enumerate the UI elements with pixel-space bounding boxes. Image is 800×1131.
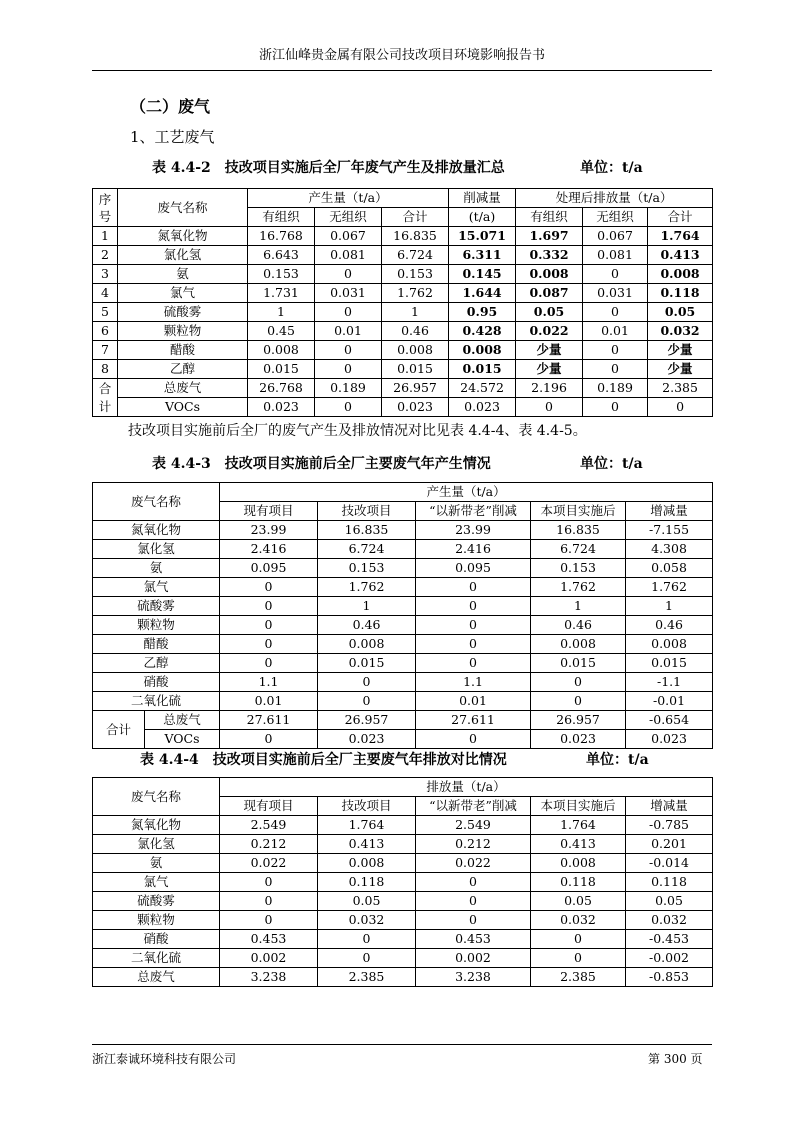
table-cell: 0.189 xyxy=(583,379,648,398)
t3-column-header: 本项目实施后 xyxy=(531,797,626,816)
table-cell: 0.031 xyxy=(315,284,382,303)
table-cell: 氯化氢 xyxy=(118,246,248,265)
table-cell: 1 xyxy=(93,227,118,246)
table-cell: 0.212 xyxy=(220,835,318,854)
table-cell: 0.05 xyxy=(648,303,713,322)
table-cell: 1.1 xyxy=(220,673,318,692)
table-cell: 颗粒物 xyxy=(93,616,220,635)
table-cell: 1.1 xyxy=(416,673,531,692)
table-cell: 颗粒物 xyxy=(118,322,248,341)
table-cell: 氨 xyxy=(93,559,220,578)
table-cell: 0 xyxy=(583,303,648,322)
table-cell: 3.238 xyxy=(220,968,318,987)
table-cell: 0.008 xyxy=(382,341,449,360)
table2-sum-label: 合计 xyxy=(93,711,145,749)
table-cell: 0.05 xyxy=(626,892,713,911)
table-cell: 0.153 xyxy=(318,559,416,578)
table-cell: 氯气 xyxy=(93,578,220,597)
table-cell: VOCs xyxy=(118,398,248,417)
table-cell: 0 xyxy=(516,398,583,417)
t3-column-header: “以新带老”削减 xyxy=(416,797,531,816)
table-cell: 0.413 xyxy=(318,835,416,854)
table-cell: 16.835 xyxy=(382,227,449,246)
table-cell: 0.022 xyxy=(516,322,583,341)
table-cell: 2.196 xyxy=(516,379,583,398)
table-cell: 0 xyxy=(583,341,648,360)
table3-header-name: 废气名称 xyxy=(93,778,220,816)
table-cell: 23.99 xyxy=(220,521,318,540)
table-cell: 0.01 xyxy=(315,322,382,341)
table-cell: -0.002 xyxy=(626,949,713,968)
table-cell: 1.764 xyxy=(648,227,713,246)
table-cell: 少量 xyxy=(648,360,713,379)
table-cell: 15.071 xyxy=(449,227,516,246)
table-row xyxy=(93,854,713,873)
table-cell: 0 xyxy=(220,616,318,635)
table1-header-no: 序号 xyxy=(93,189,118,227)
table2-caption-text: 表 4.4-3 技改项目实施前后全厂主要废气年产生情况 xyxy=(152,456,491,472)
table-cell: 0 xyxy=(531,692,626,711)
table-cell: 2.416 xyxy=(416,540,531,559)
table-cell: 0 xyxy=(416,654,531,673)
table-cell: 乙醇 xyxy=(118,360,248,379)
table-row xyxy=(93,692,713,711)
table-cell: 氯气 xyxy=(93,873,220,892)
table-cell: 0.081 xyxy=(583,246,648,265)
table-row xyxy=(93,540,713,559)
table-cell: 0 xyxy=(583,265,648,284)
table-cell: 0 xyxy=(315,265,382,284)
table-cell: 醋酸 xyxy=(93,635,220,654)
header-rule xyxy=(92,70,712,71)
table-cell: -0.785 xyxy=(626,816,713,835)
table-cell: 1 xyxy=(626,597,713,616)
table-cell: 0.413 xyxy=(531,835,626,854)
table-cell: 0.032 xyxy=(648,322,713,341)
table-cell: 0.023 xyxy=(382,398,449,417)
table-cell: 0.087 xyxy=(516,284,583,303)
table-cell: 0.189 xyxy=(315,379,382,398)
table-cell: 0 xyxy=(315,303,382,322)
table-cell: -0.453 xyxy=(626,930,713,949)
t2-column-header: 技改项目 xyxy=(318,502,416,521)
table-cell: 5 xyxy=(93,303,118,322)
table-cell: 0 xyxy=(416,616,531,635)
table-row xyxy=(93,711,713,730)
table-cell: 27.611 xyxy=(220,711,318,730)
table-cell: 少量 xyxy=(516,360,583,379)
table-cell: 0.008 xyxy=(516,265,583,284)
table-cell: 2.549 xyxy=(416,816,531,835)
table-row xyxy=(93,398,713,417)
table-cell: 6 xyxy=(93,322,118,341)
table2-header-group: 产生量（t/a） xyxy=(220,483,713,502)
table-cell: 0 xyxy=(318,673,416,692)
table-row xyxy=(93,303,713,322)
table-cell: 0 xyxy=(220,654,318,673)
table-cell: 硫酸雾 xyxy=(93,892,220,911)
table-cell: 0 xyxy=(531,930,626,949)
table-cell: 26.768 xyxy=(248,379,315,398)
table-cell: 0.008 xyxy=(626,635,713,654)
table-cell: 0.031 xyxy=(583,284,648,303)
table2-header-name: 废气名称 xyxy=(93,483,220,521)
table-cell: 0.022 xyxy=(220,854,318,873)
table-cell: 0 xyxy=(315,398,382,417)
table-row xyxy=(93,930,713,949)
table-cell: 少量 xyxy=(516,341,583,360)
table-row xyxy=(93,578,713,597)
table-cell: 氯气 xyxy=(118,284,248,303)
table-cell: 6.724 xyxy=(382,246,449,265)
table-row xyxy=(93,873,713,892)
table-row xyxy=(93,616,713,635)
table1-header-organized-emission: 有组织 xyxy=(516,208,583,227)
table-cell: 0 xyxy=(318,949,416,968)
table-cell: 0 xyxy=(416,730,531,749)
table-cell: 0.45 xyxy=(248,322,315,341)
table-cell: 0.46 xyxy=(626,616,713,635)
table-cell: 0.153 xyxy=(531,559,626,578)
table-cell: 0 xyxy=(220,911,318,930)
table-cell: 0.212 xyxy=(416,835,531,854)
table-cell: 0 xyxy=(416,597,531,616)
table-cell: 0.201 xyxy=(626,835,713,854)
table-cell: 0.05 xyxy=(318,892,416,911)
table3-header-group: 排放量（t/a） xyxy=(220,778,713,797)
table-cell: -0.654 xyxy=(626,711,713,730)
table-cell: 24.572 xyxy=(449,379,516,398)
table1-header-reduction: 削减量 xyxy=(449,189,516,208)
table-cell: 23.99 xyxy=(416,521,531,540)
table2-caption xyxy=(152,453,643,473)
table-cell: 2.385 xyxy=(648,379,713,398)
table-cell: 0.95 xyxy=(449,303,516,322)
table-cell: 0.153 xyxy=(382,265,449,284)
table-cell: 1.762 xyxy=(318,578,416,597)
table-row xyxy=(93,322,713,341)
table-cell: 1 xyxy=(531,597,626,616)
table-cell: 3.238 xyxy=(416,968,531,987)
table-cell: 1.697 xyxy=(516,227,583,246)
table-cell: 0 xyxy=(531,949,626,968)
table-cell: 26.957 xyxy=(318,711,416,730)
table-cell: 0 xyxy=(318,692,416,711)
table-cell: 6.643 xyxy=(248,246,315,265)
table-cell: 7 xyxy=(93,341,118,360)
table2-generation-comparison xyxy=(92,482,713,749)
table-cell: 二氧化硫 xyxy=(93,949,220,968)
table-cell: 26.957 xyxy=(382,379,449,398)
table-cell: 0.015 xyxy=(626,654,713,673)
table-cell: 1.762 xyxy=(531,578,626,597)
table-cell: 0.332 xyxy=(516,246,583,265)
table-cell: 0.023 xyxy=(248,398,315,417)
table-row xyxy=(93,227,713,246)
table-cell: 0 xyxy=(220,578,318,597)
table-row xyxy=(93,265,713,284)
table-cell: 0 xyxy=(318,930,416,949)
table-cell: 1.762 xyxy=(626,578,713,597)
table-cell: 0.008 xyxy=(318,635,416,654)
table-cell: 0.008 xyxy=(648,265,713,284)
table-cell: 1.764 xyxy=(318,816,416,835)
table1-header-reduction-unit: (t/a) xyxy=(449,208,516,227)
table-row xyxy=(93,654,713,673)
table-cell: 0 xyxy=(583,360,648,379)
table-row xyxy=(93,635,713,654)
table-cell: 0.023 xyxy=(626,730,713,749)
table-cell: 0.453 xyxy=(416,930,531,949)
table-cell: 0 xyxy=(416,635,531,654)
t2-column-header: “以新带老”削减 xyxy=(416,502,531,521)
table-cell: 1.762 xyxy=(382,284,449,303)
table-cell: 0.095 xyxy=(416,559,531,578)
table-cell: 0.428 xyxy=(449,322,516,341)
table3-caption-text: 表 4.4-4 技改项目实施前后全厂主要废气年排放对比情况 xyxy=(140,752,507,768)
table2-unit: 单位：t/a xyxy=(580,456,643,472)
table-cell: 0 xyxy=(220,873,318,892)
table-cell: -0.853 xyxy=(626,968,713,987)
table-cell: 4 xyxy=(93,284,118,303)
table3-emission-comparison xyxy=(92,777,713,987)
table-cell: 氯化氢 xyxy=(93,835,220,854)
table1-unit: 单位：t/a xyxy=(580,160,643,176)
table-cell: 0.453 xyxy=(220,930,318,949)
table-cell: 氮氧化物 xyxy=(118,227,248,246)
table-row xyxy=(93,673,713,692)
table-cell: 2 xyxy=(93,246,118,265)
table-cell: 氨 xyxy=(118,265,248,284)
table-row xyxy=(93,835,713,854)
table-cell: 总废气 xyxy=(118,379,248,398)
table-cell: -0.014 xyxy=(626,854,713,873)
table-cell: 1 xyxy=(248,303,315,322)
table-cell: 0.023 xyxy=(531,730,626,749)
t2-column-header: 现有项目 xyxy=(220,502,318,521)
table-cell: 1.731 xyxy=(248,284,315,303)
table-row xyxy=(93,284,713,303)
table-cell: 0.05 xyxy=(516,303,583,322)
table-cell: 16.768 xyxy=(248,227,315,246)
table-cell: 0.058 xyxy=(626,559,713,578)
table-cell: 0 xyxy=(416,873,531,892)
table-cell: 0.008 xyxy=(248,341,315,360)
table1-header-unorganized: 无组织 xyxy=(315,208,382,227)
table-cell: 0 xyxy=(220,730,318,749)
table-cell: 2.385 xyxy=(531,968,626,987)
table-cell: 0.023 xyxy=(449,398,516,417)
table-row xyxy=(93,949,713,968)
table-cell: 氯化氢 xyxy=(93,540,220,559)
t3-column-header: 现有项目 xyxy=(220,797,318,816)
table-cell: 6.724 xyxy=(318,540,416,559)
table-row xyxy=(93,341,713,360)
table-cell: 0 xyxy=(220,597,318,616)
table-cell: 2.549 xyxy=(220,816,318,835)
table-cell: 乙醇 xyxy=(93,654,220,673)
table-cell: 0.015 xyxy=(382,360,449,379)
table-cell: 0.015 xyxy=(248,360,315,379)
table-cell: 0.008 xyxy=(318,854,416,873)
table-row xyxy=(93,379,713,398)
table-cell: 0.153 xyxy=(248,265,315,284)
table-cell: 0.01 xyxy=(220,692,318,711)
table1-sum-label: 合计 xyxy=(93,379,118,417)
table-cell: 4.308 xyxy=(626,540,713,559)
footer-rule xyxy=(92,1044,712,1045)
table-cell: 0 xyxy=(583,398,648,417)
table3-caption xyxy=(140,749,649,769)
table-cell: 16.835 xyxy=(531,521,626,540)
table-cell: 0.413 xyxy=(648,246,713,265)
table-cell: 0.46 xyxy=(382,322,449,341)
table-cell: VOCs xyxy=(145,730,220,749)
table-cell: 0 xyxy=(220,892,318,911)
table-cell: 0 xyxy=(531,673,626,692)
table-cell: 醋酸 xyxy=(118,341,248,360)
table-cell: 0.01 xyxy=(416,692,531,711)
table-cell: 6.724 xyxy=(531,540,626,559)
table-row xyxy=(93,360,713,379)
table-cell: 0.46 xyxy=(318,616,416,635)
table3-unit: 单位：t/a xyxy=(586,752,649,768)
table-cell: 0.118 xyxy=(626,873,713,892)
table-row xyxy=(93,246,713,265)
table-cell: 0.118 xyxy=(318,873,416,892)
table-row xyxy=(93,892,713,911)
table-cell: 6.311 xyxy=(449,246,516,265)
footer-company: 浙江泰诚环境科技有限公司 xyxy=(92,1052,237,1066)
table-cell: 0 xyxy=(416,911,531,930)
table-cell: 0.032 xyxy=(531,911,626,930)
table-cell: 16.835 xyxy=(318,521,416,540)
table-cell: 0.46 xyxy=(531,616,626,635)
table-cell: 0.067 xyxy=(315,227,382,246)
table-cell: 0.002 xyxy=(220,949,318,968)
footer-page-number: 第 300 页 xyxy=(648,1052,703,1066)
t3-column-header: 技改项目 xyxy=(318,797,416,816)
table-cell: 总废气 xyxy=(93,968,220,987)
table-cell: 0.118 xyxy=(648,284,713,303)
table-cell: 0.118 xyxy=(531,873,626,892)
page-header: 浙江仙峰贵金属有限公司技改项目环境影响报告书 xyxy=(258,48,545,63)
table-cell: 0.015 xyxy=(531,654,626,673)
table-cell: 3 xyxy=(93,265,118,284)
t2-column-header: 增减量 xyxy=(626,502,713,521)
table-cell: 硫酸雾 xyxy=(93,597,220,616)
table-cell: 0 xyxy=(648,398,713,417)
table1-header-unorganized-emission: 无组织 xyxy=(583,208,648,227)
table-cell: 氮氧化物 xyxy=(93,521,220,540)
table1-header-total-emission: 合计 xyxy=(648,208,713,227)
table1-caption xyxy=(152,157,643,177)
table-cell: 0.032 xyxy=(318,911,416,930)
table1-header-organized: 有组织 xyxy=(248,208,315,227)
table-row xyxy=(93,911,713,930)
table1-header-generation: 产生量（t/a） xyxy=(248,189,449,208)
table-cell: 0 xyxy=(220,635,318,654)
table-cell: 0.015 xyxy=(449,360,516,379)
table-cell: 0.05 xyxy=(531,892,626,911)
table-cell: 0.095 xyxy=(220,559,318,578)
table-cell: 0.008 xyxy=(531,635,626,654)
table-cell: 0 xyxy=(315,341,382,360)
table-row xyxy=(93,559,713,578)
table-row xyxy=(93,968,713,987)
table-cell: 2.385 xyxy=(318,968,416,987)
table-cell: 1.764 xyxy=(531,816,626,835)
table-cell: 0.023 xyxy=(318,730,416,749)
comparison-paragraph: 技改项目实施前后全厂的废气产生及排放情况对比见表 4.4-4、表 4.4-5。 xyxy=(128,423,587,439)
table1-emission-summary xyxy=(92,188,713,417)
table-cell: 氨 xyxy=(93,854,220,873)
table-cell: 0.01 xyxy=(583,322,648,341)
table-cell: 0.008 xyxy=(531,854,626,873)
table-cell: 26.957 xyxy=(531,711,626,730)
table-cell: 8 xyxy=(93,360,118,379)
subsection-title: 1、工艺废气 xyxy=(130,128,215,146)
table-cell: 2.416 xyxy=(220,540,318,559)
table-cell: 颗粒物 xyxy=(93,911,220,930)
table-cell: 硝酸 xyxy=(93,930,220,949)
table-cell: 氮氧化物 xyxy=(93,816,220,835)
table-cell: 少量 xyxy=(648,341,713,360)
table-cell: 二氧化硫 xyxy=(93,692,220,711)
table1-header-name: 废气名称 xyxy=(118,189,248,227)
table-cell: 0.022 xyxy=(416,854,531,873)
section-title: （二）废气 xyxy=(130,97,211,116)
table-cell: 1 xyxy=(318,597,416,616)
table-cell: 0.067 xyxy=(583,227,648,246)
table-cell: 0.081 xyxy=(315,246,382,265)
table-row xyxy=(93,816,713,835)
table-cell: 1 xyxy=(382,303,449,322)
table-cell: 0 xyxy=(315,360,382,379)
table-cell: 0.145 xyxy=(449,265,516,284)
table-cell: 0.015 xyxy=(318,654,416,673)
table-cell: 0.008 xyxy=(449,341,516,360)
table-cell: 硝酸 xyxy=(93,673,220,692)
table-cell: -1.1 xyxy=(626,673,713,692)
table-row xyxy=(93,730,713,749)
table-cell: 0 xyxy=(416,892,531,911)
table-cell: 1.644 xyxy=(449,284,516,303)
table-cell: 总废气 xyxy=(145,711,220,730)
table-cell: 0.032 xyxy=(626,911,713,930)
table-cell: -7.155 xyxy=(626,521,713,540)
table-cell: 27.611 xyxy=(416,711,531,730)
t2-column-header: 本项目实施后 xyxy=(531,502,626,521)
table-cell: 硫酸雾 xyxy=(118,303,248,322)
table1-header-emission: 处理后排放量（t/a） xyxy=(516,189,713,208)
table1-caption-text: 表 4.4-2 技改项目实施后全厂年废气产生及排放量汇总 xyxy=(152,160,505,176)
t3-column-header: 增减量 xyxy=(626,797,713,816)
table-row xyxy=(93,521,713,540)
table1-header-total: 合计 xyxy=(382,208,449,227)
table-cell: 0.002 xyxy=(416,949,531,968)
table-cell: -0.01 xyxy=(626,692,713,711)
table-cell: 0 xyxy=(416,578,531,597)
table-row xyxy=(93,597,713,616)
